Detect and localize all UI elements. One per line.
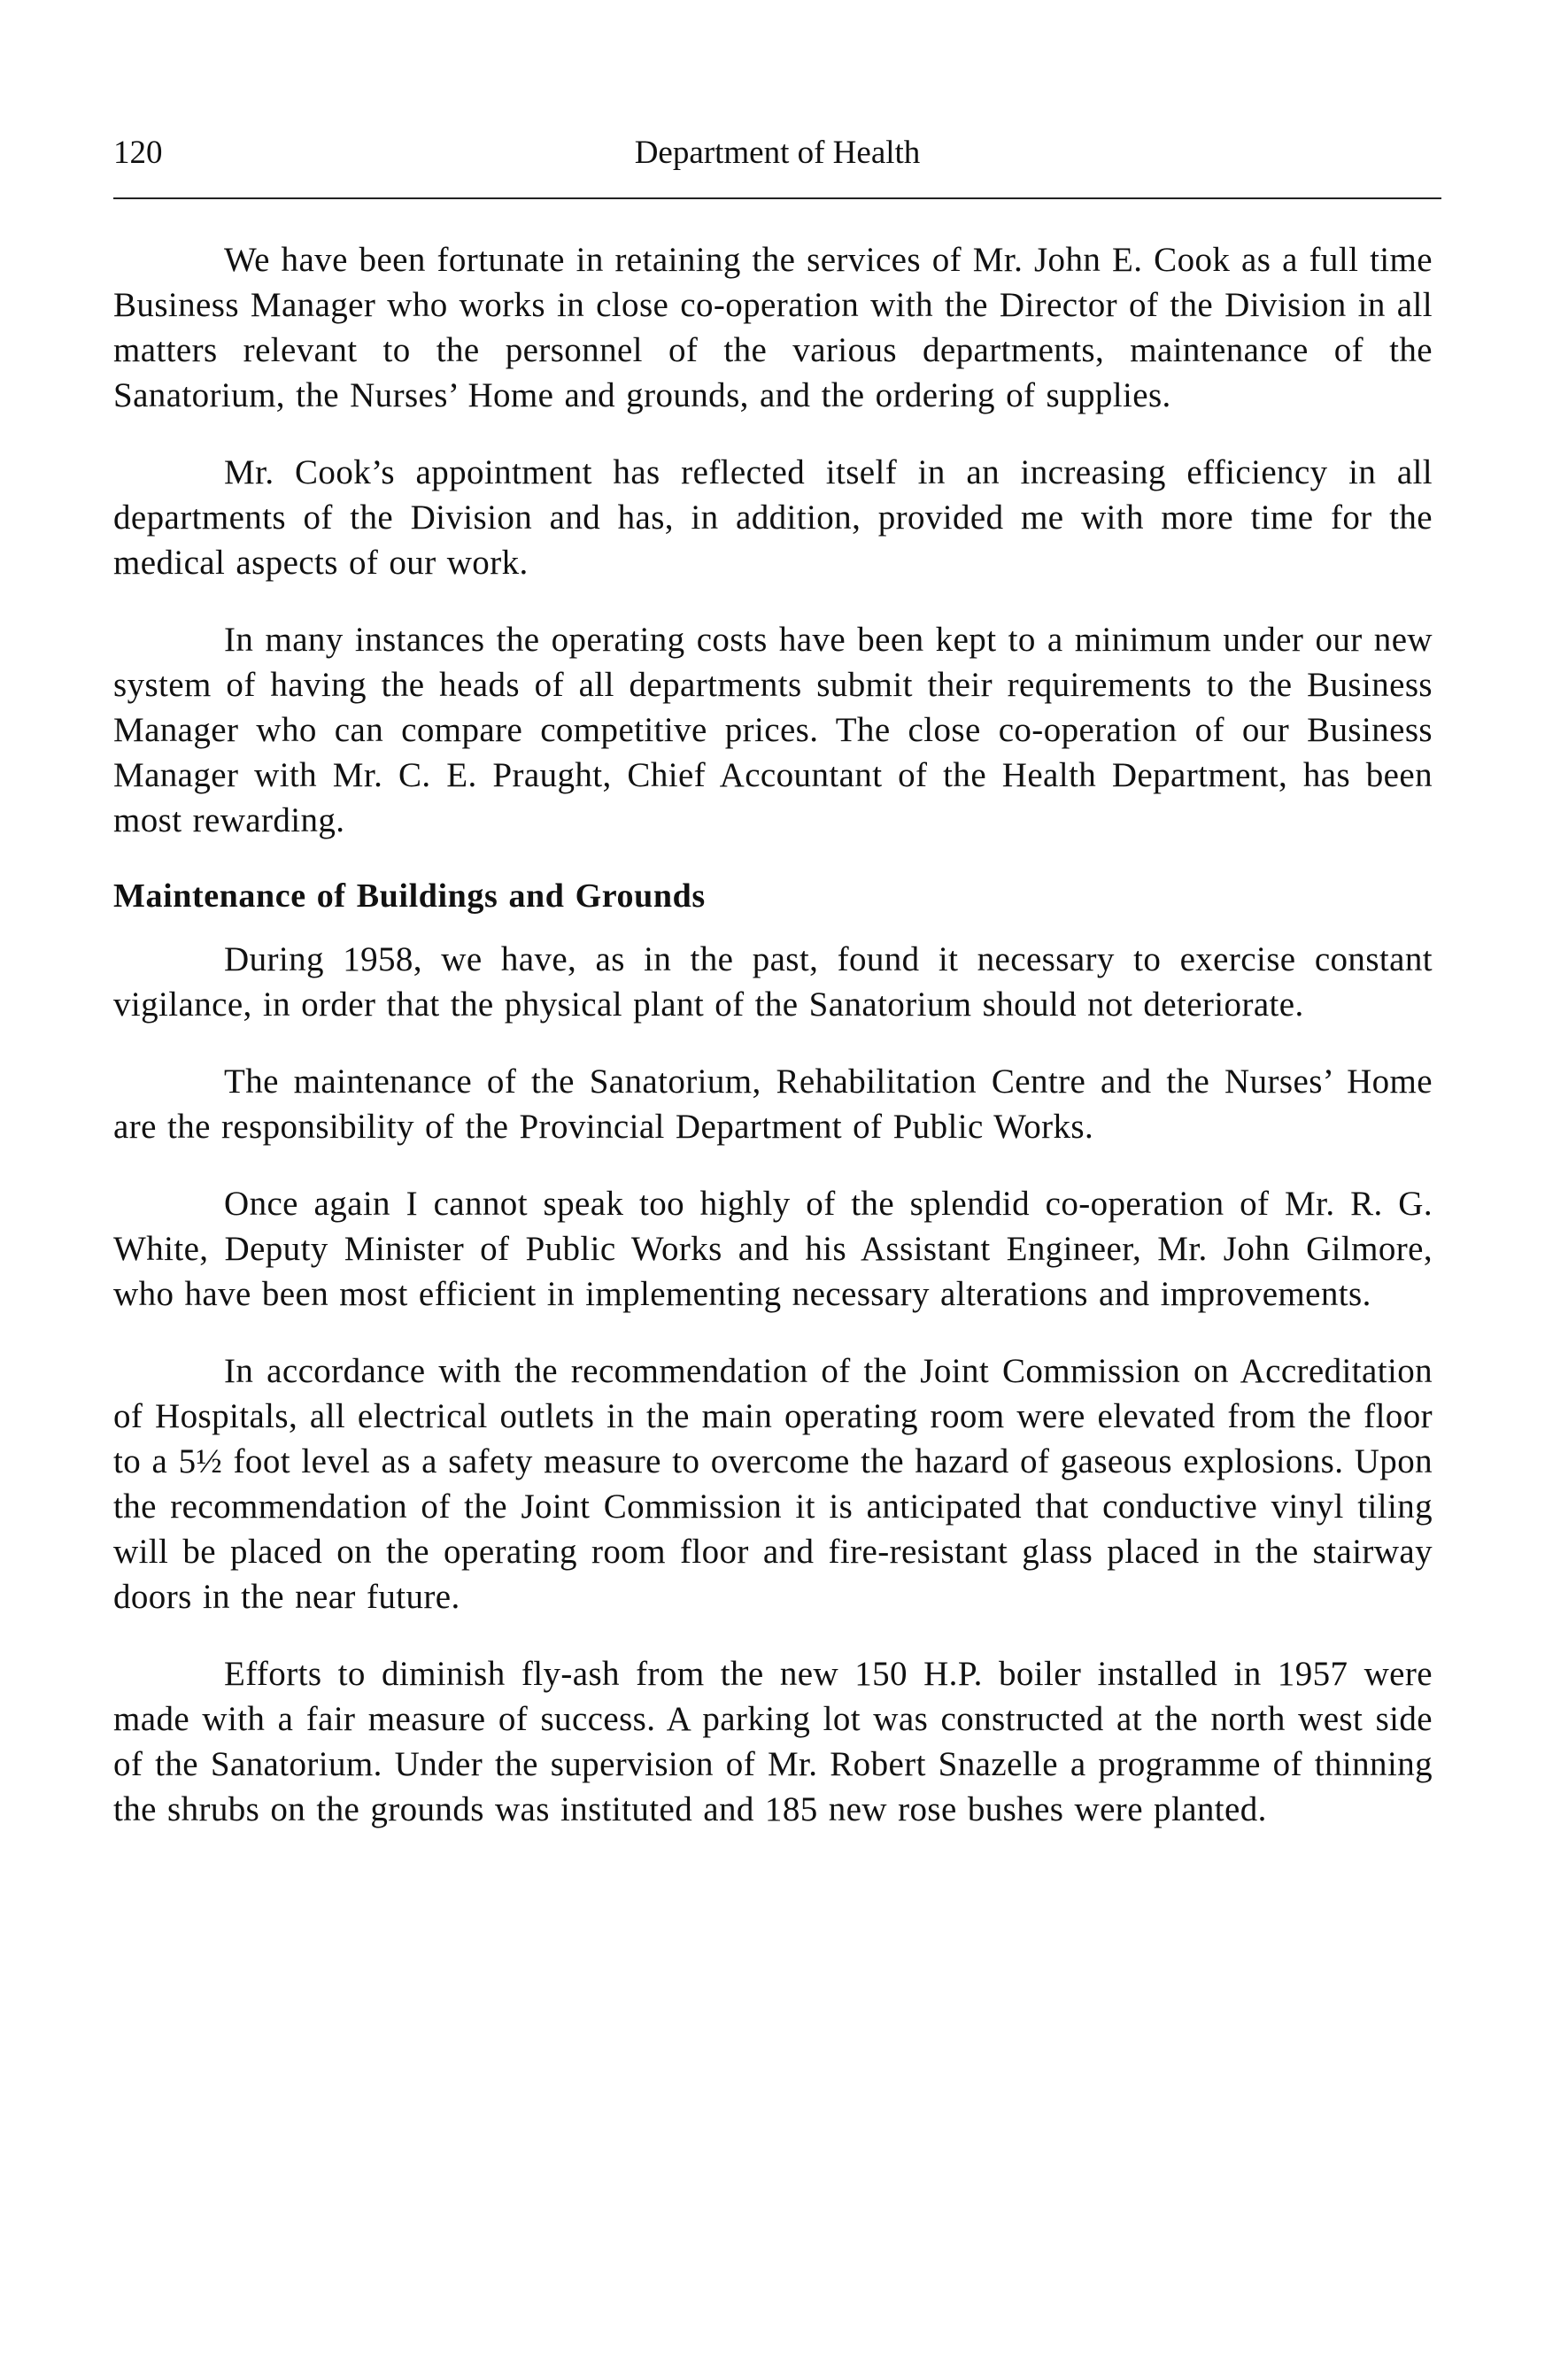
paragraph-cook-appointment: Mr. Cook’s appointment has reflected itself in an increasing efficiency in all departments of the Division and has, in addition, provided me with more time for the medical aspects of our work. bbox=[113, 453, 1433, 582]
page-number: 120 bbox=[113, 135, 163, 171]
section-heading: Maintenance of Buildings and Grounds bbox=[113, 877, 706, 915]
paragraph-maintenance-responsibility: The maintenance of the Sanatorium, Rehabilitation Centre and the Nurses’ Home are the responsibility of the Provincial Department of Public Works. bbox=[113, 1062, 1433, 1146]
body-text bbox=[113, 237, 1433, 1864]
paragraph-fly-ash: Efforts to diminish fly-ash from the new 150 H.P. boiler installed in 1957 were made with a fair measure of success. A parking lot was constructed at the north west side of the Sanatorium. Under the supervision of Mr. Robert Snazelle a programme of thinning the shrubs on the grounds was instituted and 185 new rose bushes were planted. bbox=[113, 1655, 1433, 1828]
paragraph-business-manager: We have been fortunate in retaining the services of Mr. John E. Cook as a full time Business Manager who works in close co-operation with the Director of the Division in all matters relevant to the personnel of the various departments, maintenance of the Sanatorium, the Nurses’ Home and grounds, and the ordering of supplies. bbox=[113, 241, 1433, 414]
running-title: Department of Health bbox=[634, 135, 921, 171]
header-rule bbox=[113, 197, 1441, 199]
paragraph-vigilance: During 1958, we have, as in the past, found it necessary to exercise constant vigilance, in order that the physical plant of the Sanatorium should not deteriorate. bbox=[113, 940, 1433, 1024]
paragraph-operating-costs: In many instances the operating costs have been kept to a minimum under our new system of having the heads of all departments submit their requirements to the Business Manager who can compare competitive prices. The close co-operation of our Business Manager with Mr. C. E. Praught, Chief Accountant of the Health Department, has been most rewarding. bbox=[113, 621, 1433, 839]
paragraph-joint-commission: In accordance with the recommendation of the Joint Commission on Accreditation of Hospitals, all electrical outlets in the main operating room were elevated from the floor to a 5½ foot level as a safety measure to overcome the hazard of gaseous explosions. Upon the recommendation of the Joint Commission it is anticipated that conductive vinyl tiling will be placed on the operating room floor and fire-resistant glass placed in the stairway doors in the near future. bbox=[113, 1352, 1433, 1616]
running-header bbox=[113, 133, 1441, 186]
paragraph-public-works-cooperation: Once again I cannot speak too highly of the splendid co-operation of Mr. R. G. White, Deputy Minister of Public Works and his Assistant Engineer, Mr. John Gilmore, who have been most efficient in implementing necessary alterations and improvements. bbox=[113, 1185, 1433, 1313]
